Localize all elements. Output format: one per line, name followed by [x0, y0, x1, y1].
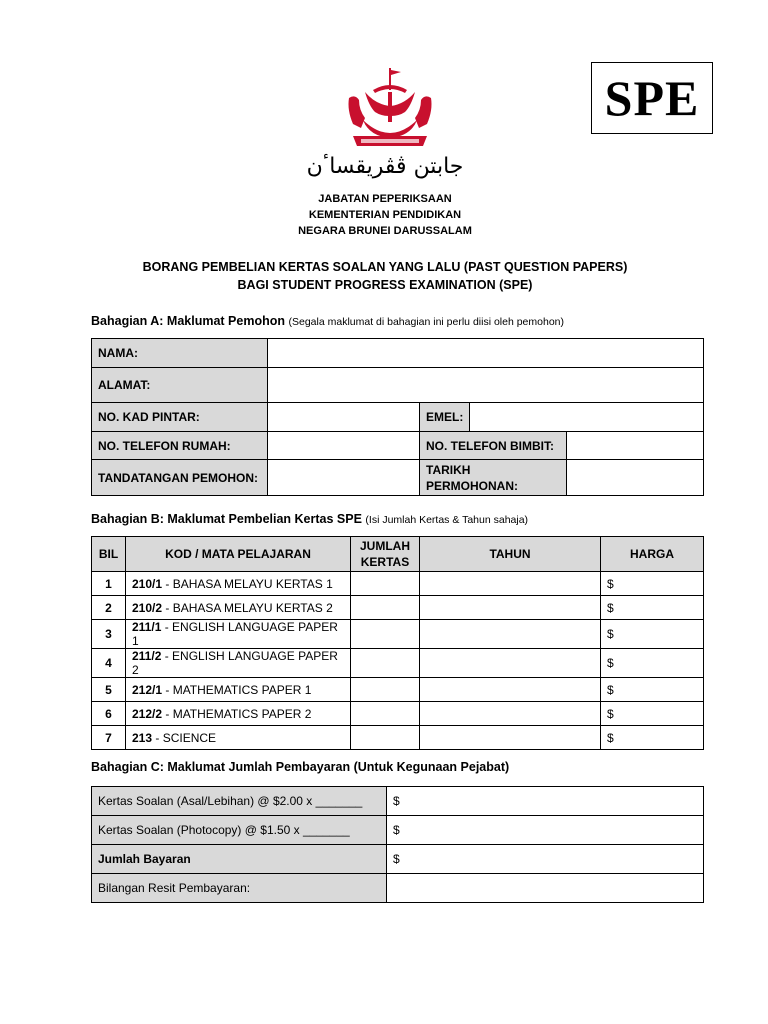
row-tahun-field[interactable] [420, 572, 601, 596]
row-tahun-field[interactable] [420, 678, 601, 702]
row-code: 211/2 [132, 649, 162, 663]
row-jumlah-field[interactable] [351, 726, 420, 750]
row-bil: 5 [92, 678, 126, 702]
row-subject-name: - ENGLISH LANGUAGE PAPER 1 [132, 620, 338, 648]
form-title-line-1: BORANG PEMBELIAN KERTAS SOALAN YANG LALU (PAST QUESTION PAPERS) [142, 260, 628, 274]
tarikh-permohonan-label [420, 460, 567, 496]
org-line-country: NEGARA BRUNEI DARUSSALAM [298, 225, 472, 237]
alamat-field[interactable] [268, 368, 704, 403]
col-harga-header: HARGA [601, 537, 704, 572]
row-code: 212/1 [132, 682, 163, 697]
resit-label: Bilangan Resit Pembayaran: [92, 874, 387, 903]
section-c-heading: Bahagian C: Maklumat Jumlah Pembayaran (Untuk Kegunaan Pejabat) [91, 760, 510, 774]
row-code: 211/1 [132, 620, 162, 634]
section-a-heading [91, 313, 564, 330]
table-row [92, 702, 704, 726]
row-bil: 1 [92, 572, 126, 596]
row-subject-name: - MATHEMATICS PAPER 2 [162, 706, 312, 721]
row-subject [126, 572, 351, 596]
row-code: 212/2 [132, 706, 163, 721]
table-row [92, 596, 704, 620]
telefon-bimbit-field[interactable] [567, 432, 704, 460]
telefon-rumah-label: NO. TELEFON RUMAH: [92, 432, 268, 460]
row-harga: $ [601, 726, 704, 750]
nama-label: NAMA: [92, 339, 268, 368]
row-bil: 2 [92, 596, 126, 620]
payment-table [91, 786, 704, 903]
section-b-title: Bahagian B: Maklumat Pembelian Kertas SPE [91, 512, 362, 526]
row-subject [126, 596, 351, 620]
tarikh-label-line-1: TARIKH [426, 462, 471, 477]
row-subject [126, 726, 351, 750]
table-row [92, 726, 704, 750]
row-bil: 4 [92, 649, 126, 678]
section-b-heading [91, 511, 528, 528]
telefon-rumah-field[interactable] [268, 432, 420, 460]
table-row [92, 572, 704, 596]
section-a-title: Bahagian A: Maklumat Pemohon [91, 314, 286, 328]
spe-badge: SPE [591, 62, 713, 134]
form-title-line-2: BAGI STUDENT PROGRESS EXAMINATION (SPE) [237, 278, 533, 292]
section-b-note: (Isi Jumlah Kertas & Tahun sahaja) [365, 514, 529, 526]
alamat-label: ALAMAT: [92, 368, 268, 403]
tarikh-permohonan-field[interactable] [567, 460, 704, 496]
row-subject [126, 649, 351, 678]
org-line-department: JABATAN PEPERIKSAAN [318, 193, 452, 205]
photocopy-label: Kertas Soalan (Photocopy) @ $1.50 x _______ [92, 816, 387, 845]
row-code: 210/1 [132, 576, 163, 591]
row-code: 210/2 [132, 600, 163, 615]
col-jumlah-header [351, 537, 420, 572]
resit-field[interactable] [387, 874, 704, 903]
jumlah-bayaran-label: Jumlah Bayaran [92, 845, 387, 874]
asal-lebihan-value: $ [387, 787, 704, 816]
row-jumlah-field[interactable] [351, 596, 420, 620]
tarikh-label-line-2: PERMOHONAN: [426, 478, 518, 493]
jawi-department-name: جابتن ڤڤريقساٴن [306, 154, 464, 179]
row-bil: 3 [92, 620, 126, 649]
emel-label: EMEL: [420, 403, 470, 432]
row-subject-name: - SCIENCE [152, 730, 217, 745]
row-subject-name: - BAHASA MELAYU KERTAS 1 [162, 576, 333, 591]
col-jumlah-line-1: JUMLAH [360, 539, 410, 553]
row-code: 213 [132, 730, 153, 745]
col-kod-header: KOD / MATA PELAJARAN [126, 537, 351, 572]
nama-field[interactable] [268, 339, 704, 368]
row-harga: $ [601, 702, 704, 726]
row-tahun-field[interactable] [420, 620, 601, 649]
col-bil-header: BIL [92, 537, 126, 572]
col-tahun-header: TAHUN [420, 537, 601, 572]
row-tahun-field[interactable] [420, 726, 601, 750]
row-subject [126, 620, 351, 649]
table-row [92, 649, 704, 678]
row-bil: 6 [92, 702, 126, 726]
telefon-bimbit-label: NO. TELEFON BIMBIT: [420, 432, 567, 460]
row-jumlah-field[interactable] [351, 702, 420, 726]
kad-pintar-field[interactable] [268, 403, 420, 432]
row-bil: 7 [92, 726, 126, 750]
row-jumlah-field[interactable] [351, 572, 420, 596]
row-subject [126, 678, 351, 702]
table-row [92, 620, 704, 649]
kad-pintar-label: NO. KAD PINTAR: [92, 403, 268, 432]
row-jumlah-field[interactable] [351, 649, 420, 678]
row-subject-name: - MATHEMATICS PAPER 1 [162, 682, 312, 697]
photocopy-value: $ [387, 816, 704, 845]
purchase-table [91, 536, 704, 750]
row-jumlah-field[interactable] [351, 620, 420, 649]
row-harga: $ [601, 620, 704, 649]
row-tahun-field[interactable] [420, 702, 601, 726]
row-subject-name: - BAHASA MELAYU KERTAS 2 [162, 600, 333, 615]
tandatangan-field[interactable] [268, 460, 420, 496]
section-a-note: (Segala maklumat di bahagian ini perlu diisi oleh pemohon) [288, 316, 564, 328]
row-tahun-field[interactable] [420, 596, 601, 620]
row-harga: $ [601, 596, 704, 620]
row-subject-name: - ENGLISH LANGUAGE PAPER 2 [132, 649, 338, 677]
emel-field[interactable] [470, 403, 704, 432]
row-harga: $ [601, 572, 704, 596]
row-subject [126, 702, 351, 726]
row-jumlah-field[interactable] [351, 678, 420, 702]
row-tahun-field[interactable] [420, 649, 601, 678]
col-jumlah-line-2: KERTAS [360, 555, 410, 569]
org-line-ministry: KEMENTERIAN PENDIDIKAN [308, 209, 462, 221]
asal-lebihan-label: Kertas Soalan (Asal/Lebihan) @ $2.00 x _______ [92, 787, 387, 816]
row-harga: $ [601, 649, 704, 678]
table-row [92, 678, 704, 702]
row-harga: $ [601, 678, 704, 702]
applicant-info-table [91, 338, 704, 496]
jumlah-bayaran-value: $ [387, 845, 704, 874]
tandatangan-label: TANDATANGAN PEMOHON: [92, 460, 268, 496]
brunei-crest-icon [345, 66, 435, 148]
